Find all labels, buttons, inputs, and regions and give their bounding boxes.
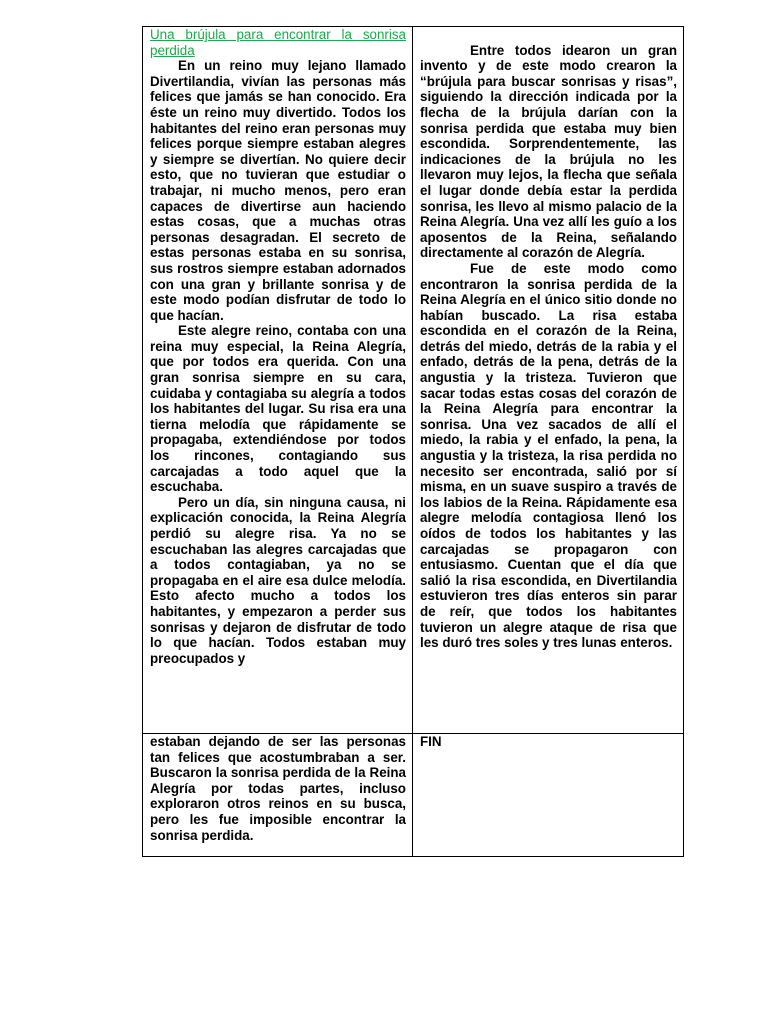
- end-cell: [413, 734, 684, 857]
- right-paragraph-1: Entre todos idearon un gran invento y de este modo crearon la “brújula para buscar sonrisas y risas”, siguiendo la dirección indicada por la flecha de la brújula darían con la sonrisa perdida que estaba muy bien escondida. Sorprendentemente, las indicaciones de la brújula no les llevaron muy lejos, la flecha que señala el lugar donde debía estar la perdida sonrisa, les llevo al mismo palacio de la Reina Alegría. Una vez allí les guío a los aposentos de la Reina, señalando directamente al corazón de Alegría.: [420, 42, 677, 261]
- right-column: [413, 27, 684, 734]
- left-paragraph-1: En un reino muy lejano llamado Divertilandia, vivían las personas más felices que jamás se han conocido. Era éste un reino muy divertido. Todos los habitantes del reino eran personas muy felices porque siempre estaban alegres y siempre se divertían. No quiere decir esto, que no tuvieran que estudiar o trabajar, ni mucho menos, pero eran capaces de divertirse aun haciendo estas cosas, que a muchas otras personas desagradan. El secreto de estas personas estaba en su sonrisa, sus rostros siempre estaban adornados con una gran y brillante sonrisa y de este modo podían disfrutar de todo lo que hacían.: [150, 58, 406, 323]
- left-paragraph-3: Pero un día, sin ninguna causa, ni explicación conocida, la Reina Alegría perdió su alegre risa. Ya no se escuchaban las alegres carcajadas que a todos contagiaban, ya no se propagaba en el aire esa dulce melodía. Esto afecto mucho a todos los habitantes, y empezaron a perder sus sonrisas y dejaron de disfrutar de todo lo que hacían. Todos estaban muy preocupados y: [150, 494, 406, 666]
- left-continuation-cell: [143, 734, 413, 857]
- left-column: [143, 27, 413, 734]
- story-row-main: [143, 27, 684, 734]
- end-label: FIN: [420, 734, 442, 749]
- left-paragraph-2: Este alegre reino, contaba con una reina muy especial, la Reina Alegría, que por todos era querida. Con una gran sonrisa siempre en su cara, cuidaba y contagiaba su alegría a todos los habitantes del lugar. Su risa era una tierna melodía que rápidamente se propagaba, extendiéndose por todos los rincones, contagiando sus carcajadas a todo aquel que la escuchaba.: [150, 323, 406, 495]
- right-paragraph-2: Fue de este modo como encontraron la sonrisa perdida de la Reina Alegría en el único sitio donde no habían buscado. La risa estaba escondida en el corazón de la Reina, detrás del miedo, detrás de la rabia y el enfado, detrás de la pena, detrás de la angustia y la tristeza. Tuvieron que sacar todas estas cosas del corazón de la Reina Alegría para encontrar la sonrisa. Una vez sacados de allí el miedo, la rabia y el enfado, la pena, la angustia y la tristeza, la risa perdida no necesito ser encontrada, salió por sí misma, en un suave suspiro a través de los labios de la Reina. Rápidamente esa alegre melodía contagiosa llenó los oídos de todos los habitantes y las carcajadas se propagaron con entusiasmo. Cuentan que el día que salió la risa escondida, en Divertilandia estuvieron tres días enteros sin parar de reír, que todos los habitantes tuvieron un alegre ataque de risa que les duró tres soles y tres lunas enteros.: [420, 260, 677, 651]
- story-table: [142, 26, 684, 857]
- right-column-spacer: [420, 27, 677, 43]
- story-title: Una brújula para encontrar la sonrisa perdida: [150, 27, 406, 58]
- story-row-end: [143, 734, 684, 857]
- story-page: [142, 26, 677, 857]
- left-continuation-paragraph: estaban dejando de ser las personas tan felices que acostumbraban a ser. Buscaron la sonrisa perdida de la Reina Alegría por todas partes, incluso exploraron otros reinos en su busca, pero les fue imposible encontrar la sonrisa perdida.: [150, 734, 406, 843]
